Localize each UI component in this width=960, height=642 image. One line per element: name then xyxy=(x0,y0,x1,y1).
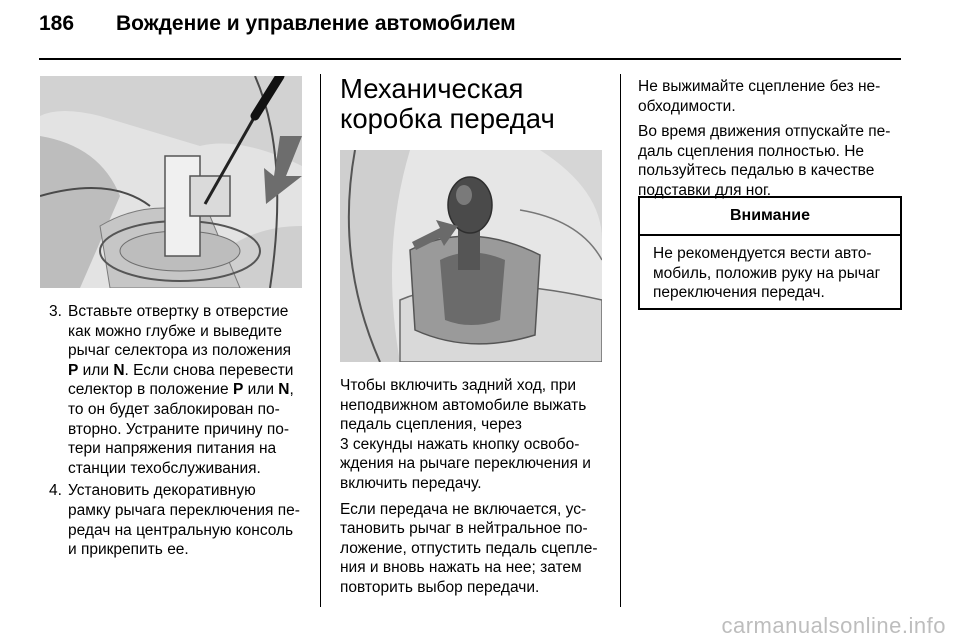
step-line: как можно глубже и выведите xyxy=(68,322,282,340)
page-number: 186 xyxy=(39,12,75,35)
text-line: повторить выбор передачи. xyxy=(340,578,540,596)
text-line: неподвижном автомобиле выжать xyxy=(340,396,587,414)
watermark: carmanualsonline.info xyxy=(721,613,946,638)
instruction-steps xyxy=(40,302,312,560)
text-line: ждения на рычаге переключения и xyxy=(340,455,591,473)
step-line: редач на центральную консоль xyxy=(68,521,294,539)
text-line: ложение, отпустить педаль сцепле- xyxy=(340,539,598,557)
text-line: Во время движения отпускайте пе- xyxy=(638,123,891,141)
text-line: Не рекомендуется вести авто- xyxy=(653,245,872,262)
paragraph xyxy=(340,376,612,494)
text-line: переключения передач. xyxy=(653,284,825,302)
section-title-line: Механическая xyxy=(340,73,524,104)
text-line: педаль сцепления, через xyxy=(340,416,522,434)
section-title-line: коробка передач xyxy=(340,103,555,134)
selector-release-drawing xyxy=(40,76,302,288)
text-line: 3 секунды нажать кнопку освобо- xyxy=(340,435,580,453)
text-line: включить передачу. xyxy=(340,474,482,492)
column-divider-right xyxy=(620,74,621,607)
section-title xyxy=(340,74,610,134)
step-3 xyxy=(40,302,312,478)
step-line: тери напряжения питания на xyxy=(68,440,277,458)
selector-position: N xyxy=(278,381,290,399)
step-line: то он будет заблокирован по- xyxy=(68,400,280,418)
step-line: рамку рычага переключения пе- xyxy=(68,501,300,519)
step-line: и прикрепить ее. xyxy=(68,541,189,559)
column-divider-left xyxy=(320,74,321,607)
step-line: селектор в положение P или N, xyxy=(68,381,294,399)
header-rule xyxy=(39,58,901,60)
warning-box xyxy=(638,196,902,310)
text-line: Чтобы включить задний ход, при xyxy=(340,377,577,394)
selector-position: P xyxy=(232,381,244,399)
step-line: Установить декоративную xyxy=(68,482,256,500)
text-line: Если передача не включается, ус- xyxy=(340,500,587,518)
text-line: ния и вновь нажать на нее; затем xyxy=(340,559,582,577)
warning-heading: Внимание xyxy=(640,198,900,236)
middle-column-text xyxy=(340,376,612,598)
step-number: 4. xyxy=(49,482,62,500)
gear-shift-illustration xyxy=(340,150,602,362)
left-column-text xyxy=(40,302,312,563)
selector-position: N xyxy=(113,361,125,379)
text-line: обходимости. xyxy=(638,97,736,115)
step-line: вторно. Устраните причину по- xyxy=(68,420,290,438)
paragraph xyxy=(340,500,612,598)
paragraph xyxy=(638,122,908,200)
text-line: тановить рычаг в нейтральное по- xyxy=(340,520,588,538)
warning-text xyxy=(640,236,900,311)
selector-release-illustration xyxy=(40,76,302,288)
step-line: Вставьте отвертку в отверстие xyxy=(68,303,289,320)
step-number: 3. xyxy=(49,303,62,320)
text-line: пользуйтесь педалью в качестве xyxy=(638,162,875,180)
text-line: Не выжимайте сцепление без не- xyxy=(638,78,881,95)
text-line: даль сцепления полностью. Не xyxy=(638,142,865,160)
paragraph xyxy=(638,77,908,116)
step-line: станции техобслуживания. xyxy=(68,459,261,477)
step-line: рычаг селектора из положения xyxy=(68,342,291,360)
step-line: P или N. Если снова перевести xyxy=(68,361,294,379)
gear-shift-drawing xyxy=(340,150,602,362)
text-line: мобиль, положив руку на рычаг xyxy=(653,264,881,282)
step-4 xyxy=(40,481,312,559)
right-column-text xyxy=(638,77,908,201)
page-header-title: Вождение и управление автомобилем xyxy=(116,12,516,35)
selector-position: P xyxy=(68,361,79,379)
text-line: подставки для ног. xyxy=(638,181,772,199)
